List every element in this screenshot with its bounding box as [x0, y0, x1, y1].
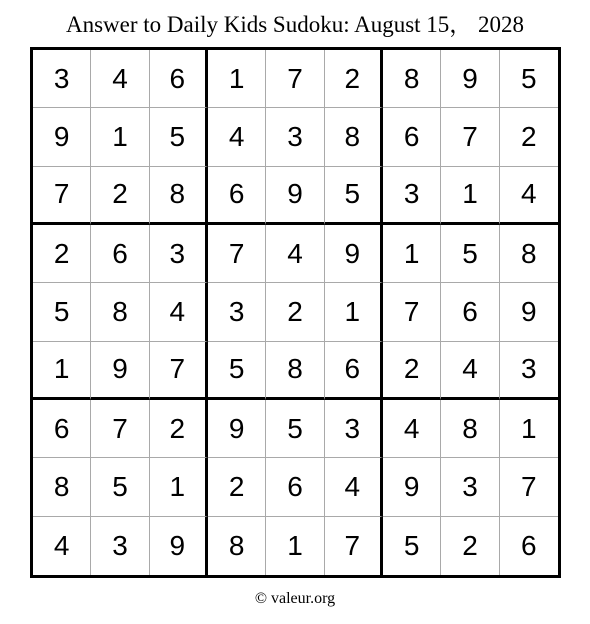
sudoku-cell-r4-c6: 9 — [325, 225, 383, 283]
sudoku-cell-r9-c8: 2 — [441, 517, 499, 575]
sudoku-cell-r9-c4: 8 — [208, 517, 266, 575]
sudoku-cell-r1-c3: 6 — [150, 50, 208, 108]
sudoku-cell-r8-c7: 9 — [383, 458, 441, 516]
sudoku-cell-r6-c4: 5 — [208, 342, 266, 400]
sudoku-cell-r6-c3: 7 — [150, 342, 208, 400]
sudoku-board — [30, 47, 561, 578]
sudoku-cell-r5-c6: 1 — [325, 283, 383, 341]
sudoku-cell-r2-c8: 7 — [441, 108, 499, 166]
sudoku-cell-r1-c7: 8 — [383, 50, 441, 108]
sudoku-cell-r9-c1: 4 — [33, 517, 91, 575]
sudoku-cell-r8-c5: 6 — [266, 458, 324, 516]
sudoku-cell-r6-c7: 2 — [383, 342, 441, 400]
sudoku-cell-r8-c6: 4 — [325, 458, 383, 516]
sudoku-cell-r7-c4: 9 — [208, 400, 266, 458]
sudoku-cell-r7-c5: 5 — [266, 400, 324, 458]
sudoku-cell-r8-c1: 8 — [33, 458, 91, 516]
sudoku-cell-r1-c2: 4 — [91, 50, 149, 108]
sudoku-cell-r7-c6: 3 — [325, 400, 383, 458]
sudoku-cell-r8-c4: 2 — [208, 458, 266, 516]
sudoku-cell-r2-c3: 5 — [150, 108, 208, 166]
sudoku-cell-r6-c1: 1 — [33, 342, 91, 400]
sudoku-cell-r6-c9: 3 — [500, 342, 558, 400]
copyright-footer: © valeur.org — [254, 590, 336, 607]
sudoku-cell-r9-c3: 9 — [150, 517, 208, 575]
sudoku-cell-r3-c5: 9 — [266, 167, 324, 225]
sudoku-cell-r5-c4: 3 — [208, 283, 266, 341]
sudoku-cell-r1-c9: 5 — [500, 50, 558, 108]
sudoku-cell-r1-c4: 1 — [208, 50, 266, 108]
sudoku-cell-r1-c5: 7 — [266, 50, 324, 108]
sudoku-cell-r6-c6: 6 — [325, 342, 383, 400]
sudoku-cell-r5-c2: 8 — [91, 283, 149, 341]
sudoku-cell-r6-c2: 9 — [91, 342, 149, 400]
sudoku-cell-r9-c5: 1 — [266, 517, 324, 575]
sudoku-cell-r3-c4: 6 — [208, 167, 266, 225]
sudoku-cell-r5-c9: 9 — [500, 283, 558, 341]
sudoku-cell-r7-c1: 6 — [33, 400, 91, 458]
sudoku-cell-r5-c7: 7 — [383, 283, 441, 341]
sudoku-cell-r4-c5: 4 — [266, 225, 324, 283]
sudoku-cell-r7-c3: 2 — [150, 400, 208, 458]
sudoku-cell-r6-c5: 8 — [266, 342, 324, 400]
sudoku-cell-r7-c8: 8 — [441, 400, 499, 458]
sudoku-cell-r4-c8: 5 — [441, 225, 499, 283]
sudoku-cell-r8-c9: 7 — [500, 458, 558, 516]
sudoku-cell-r3-c8: 1 — [441, 167, 499, 225]
sudoku-cell-r3-c1: 7 — [33, 167, 91, 225]
sudoku-cell-r2-c9: 2 — [500, 108, 558, 166]
sudoku-cell-r5-c3: 4 — [150, 283, 208, 341]
sudoku-cell-r4-c1: 2 — [33, 225, 91, 283]
sudoku-cell-r3-c9: 4 — [500, 167, 558, 225]
sudoku-cell-r8-c3: 1 — [150, 458, 208, 516]
sudoku-cell-r7-c9: 1 — [500, 400, 558, 458]
sudoku-cell-r1-c6: 2 — [325, 50, 383, 108]
sudoku-cell-r4-c4: 7 — [208, 225, 266, 283]
sudoku-cell-r8-c2: 5 — [91, 458, 149, 516]
page-title: Answer to Daily Kids Sudoku: August 15， 2028 — [65, 12, 525, 37]
sudoku-cell-r9-c2: 3 — [91, 517, 149, 575]
sudoku-cell-r3-c3: 8 — [150, 167, 208, 225]
sudoku-cell-r2-c1: 9 — [33, 108, 91, 166]
sudoku-cell-r3-c6: 5 — [325, 167, 383, 225]
sudoku-cell-r3-c7: 3 — [383, 167, 441, 225]
sudoku-cell-r1-c1: 3 — [33, 50, 91, 108]
sudoku-cell-r4-c3: 3 — [150, 225, 208, 283]
sudoku-cell-r4-c2: 6 — [91, 225, 149, 283]
sudoku-cell-r9-c6: 7 — [325, 517, 383, 575]
sudoku-cell-r3-c2: 2 — [91, 167, 149, 225]
sudoku-cell-r2-c4: 4 — [208, 108, 266, 166]
sudoku-cell-r2-c2: 1 — [91, 108, 149, 166]
sudoku-cell-r2-c5: 3 — [266, 108, 324, 166]
sudoku-cell-r9-c7: 5 — [383, 517, 441, 575]
sudoku-cell-r8-c8: 3 — [441, 458, 499, 516]
sudoku-cell-r4-c7: 1 — [383, 225, 441, 283]
sudoku-cell-r7-c2: 7 — [91, 400, 149, 458]
sudoku-cell-r5-c5: 2 — [266, 283, 324, 341]
sudoku-cell-r9-c9: 6 — [521, 529, 537, 561]
sudoku-cell-r5-c8: 6 — [441, 283, 499, 341]
sudoku-cell-r7-c7: 4 — [383, 400, 441, 458]
sudoku-cell-r4-c9: 8 — [500, 225, 558, 283]
sudoku-cell-r1-c8: 9 — [441, 50, 499, 108]
sudoku-cell-r5-c1: 5 — [33, 283, 91, 341]
sudoku-cell-r2-c6: 8 — [325, 108, 383, 166]
sudoku-cell-r6-c8: 4 — [441, 342, 499, 400]
sudoku-cell-r2-c7: 6 — [383, 108, 441, 166]
